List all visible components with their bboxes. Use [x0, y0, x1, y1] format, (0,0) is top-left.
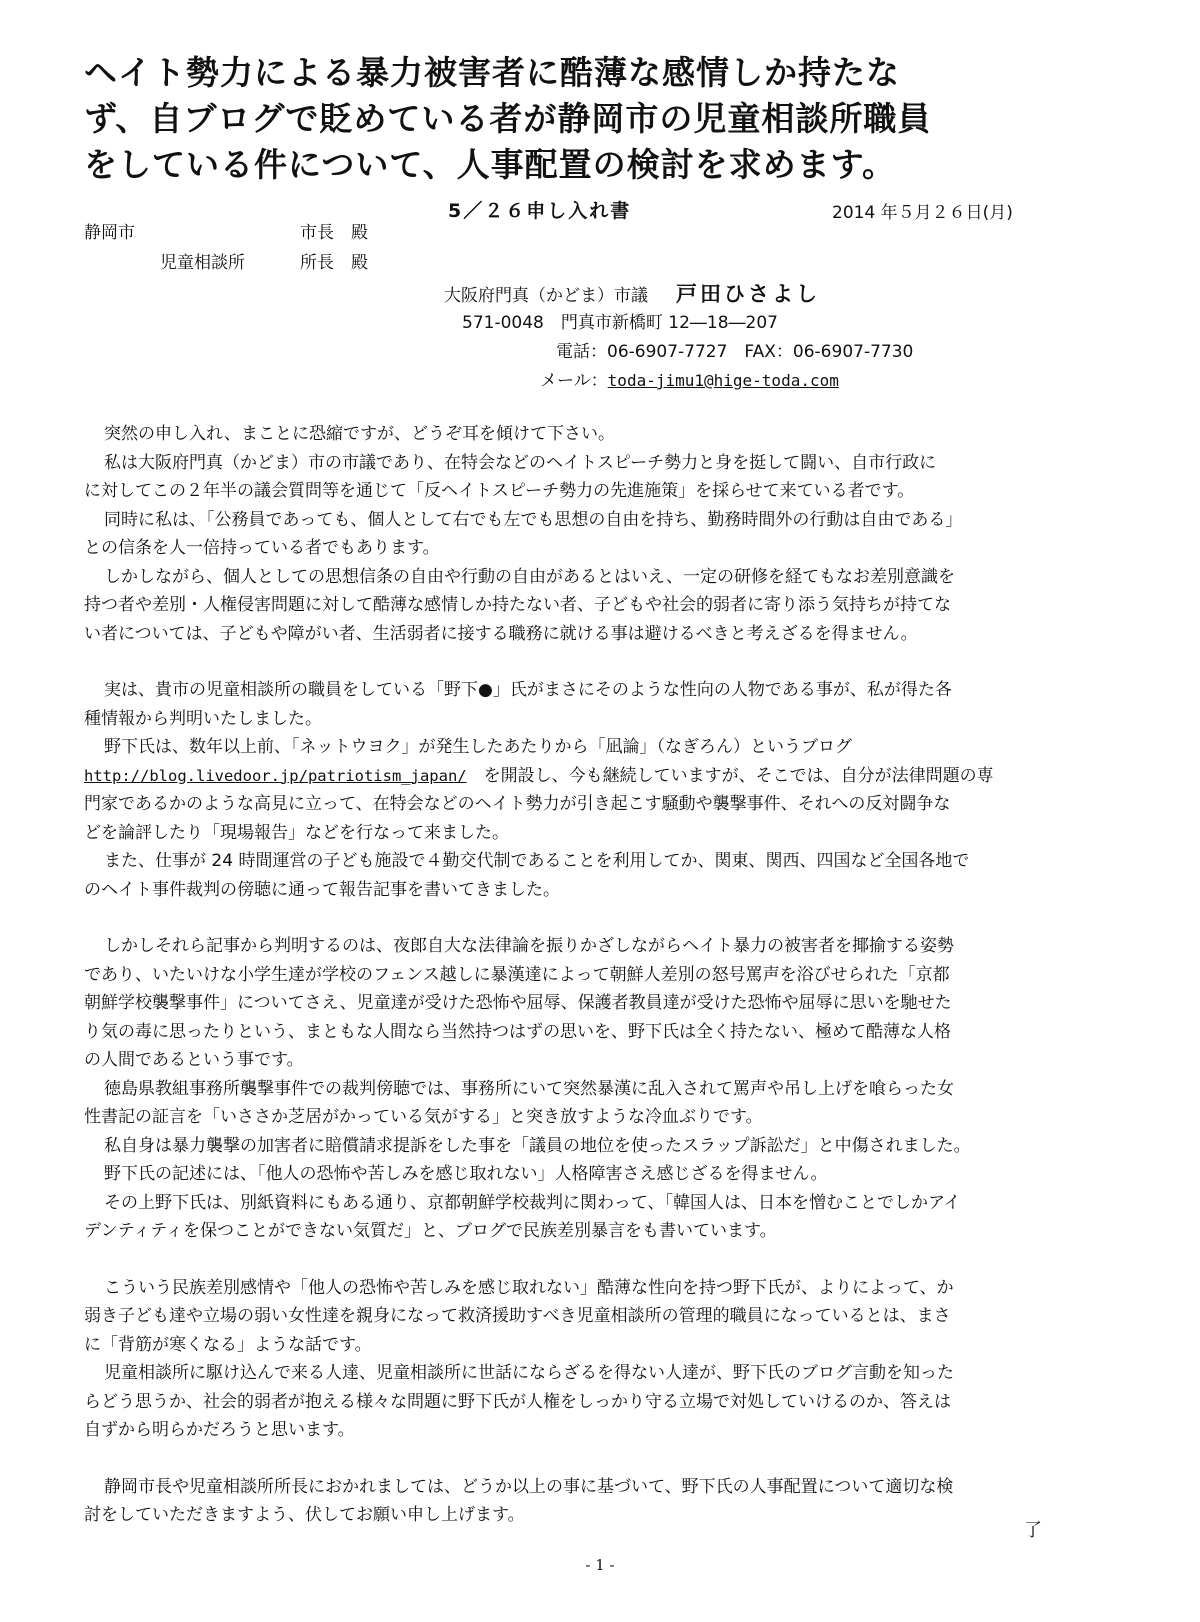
body-text: い者については、子どもや障がい者、生活弱者に接する職務に就ける事は避けるべきと考えざるを得ません。	[84, 623, 918, 644]
body-text-line	[84, 620, 1120, 649]
letter-body	[84, 420, 1120, 1530]
body-text-line	[84, 1018, 1120, 1047]
document-date: 2014 年５月２６日(月)	[832, 203, 1013, 223]
sender-name: 戸田ひさよし	[676, 282, 820, 306]
body-text: しかしそれら記事から判明するのは、夜郎自大な法律論を振りかざしながらヘイト暴力の被害者を揶揄する姿勢	[104, 936, 954, 956]
addressee-org-center: 児童相談所	[160, 253, 245, 273]
body-text-line	[84, 420, 1120, 449]
body-text-line	[84, 1331, 1120, 1360]
body-text-line	[84, 449, 1120, 478]
body-text: 自ずから明らかだろうと思います。	[84, 1420, 355, 1440]
body-text: 実は、貴市の児童相談所の職員をしている「野下●」氏がまさにそのような性向の人物である事が、私が得た各	[104, 680, 952, 700]
body-text-line	[84, 1189, 1120, 1218]
body-text-line	[84, 1416, 1120, 1445]
body-text: り気の毒に思ったりという、まともな人間なら当然持つはずの思いを、野下氏は全く持たない、極めて酷薄な人格	[84, 1021, 951, 1042]
addressee-org-city: 静岡市	[84, 223, 135, 243]
body-text-line	[84, 989, 1120, 1018]
body-text: デンティティを保つことができない気質だ」と、ブログで民族差別暴言をも書いています。	[84, 1221, 777, 1241]
body-text: 静岡市長や児童相談所所長におかれましては、どうか以上の事に基づいて、野下氏の人事配置について適切な検	[104, 1476, 954, 1497]
body-text: 種情報から判明いたしました。	[84, 708, 322, 729]
paragraph-gap	[84, 1246, 1120, 1274]
body-text: どを論評したり「現場報告」などを行なって来ました。	[84, 822, 509, 843]
body-text: との信条を人一倍持っている者でもあります。	[84, 538, 440, 558]
body-text-line	[84, 1274, 1120, 1303]
body-text-line	[84, 790, 1120, 819]
heading-line: ヘイト勢力による暴力被害者に酷薄な感情しか持たな	[84, 53, 900, 92]
body-text: の人間であるという事です。	[84, 1050, 304, 1070]
body-text-line	[84, 705, 1120, 734]
body-text: 同時に私は、「公務員であっても、個人として右でも左でも思想の自由を持ち、勤務時間外の行動は自由である」	[104, 509, 963, 530]
body-text-line	[84, 1046, 1120, 1075]
paragraph-gap	[84, 1445, 1120, 1473]
body-text: 討をしていただきますよう、伏してお願い申し上げます。	[84, 1505, 525, 1525]
body-text: であり、いたいけな小学生達が学校のフェンス越しに暴漢達によって朝鮮人差別の怒号罵声を浴びせられた「京都	[84, 964, 950, 985]
body-text: また、仕事が 24 時間運営の子ども施設で４勤交代制であることを利用してか、関東、関西、四国など全国各地で	[104, 851, 970, 871]
body-text-line	[84, 1075, 1120, 1104]
body-text-line	[84, 676, 1120, 705]
sender-phone-fax: 電話：06-6907-7727 FAX：06-6907-7730	[556, 342, 914, 362]
body-text-line	[84, 1501, 1120, 1530]
body-text: 門家であるかのような高見に立って、在特会などのヘイト勢力が引き起こす騒動や襲撃事件、それへの反対闘争な	[84, 794, 951, 814]
body-text: 私自身は暴力襲撃の加害者に賠償請求提訴をした事を「議員の地位を使ったスラップ訴訟だ」と中傷されました。	[104, 1135, 971, 1156]
body-text: 持つ者や差別・人権侵害問題に対して酷薄な感情しか持たない者、子どもや社会的弱者に寄り添う気持ちが持てな	[84, 595, 951, 615]
body-text: 朝鮮学校襲撃事件」についてさえ、児童達が受けた恐怖や屈辱、保護者教員達が受けた恐怖や屈辱に思いを馳せた	[84, 993, 952, 1013]
body-text-line	[84, 961, 1120, 990]
body-text-line	[84, 1473, 1120, 1502]
body-text-line	[84, 847, 1120, 876]
body-text-line	[84, 477, 1120, 506]
body-text: 徳島県教組事務所襲撃事件での裁判傍聴では、事務所にいて突然暴漢に乱入されて罵声や吊し上げを喰らった女	[104, 1078, 954, 1099]
body-text-line	[84, 563, 1120, 592]
addressee-role-mayor: 市長 殿	[300, 223, 368, 243]
body-text-line	[84, 1217, 1120, 1246]
page-number: - 1 -	[585, 1556, 615, 1574]
body-text-line	[84, 1160, 1120, 1189]
body-text: のヘイト事件裁判の傍聴に通って報告記事を書いてきました。	[84, 879, 560, 900]
body-text: 性書記の証言を「いささか芝居がかっている気がする」と突き放すような冷血ぶりです。	[84, 1107, 763, 1127]
sender-address: 571-0048 門真市新橋町 12―18―207	[462, 313, 778, 333]
body-text-line	[84, 534, 1120, 563]
end-mark: 了	[1024, 1520, 1042, 1541]
body-text: 弱き子ども達や立場の弱い女性達を親身になって救済援助すべき児童相談所の管理的職員になっているとは、まさ	[84, 1306, 951, 1326]
body-text: 野下氏は、数年以上前、「ネットウヨク」が発生したあたりから「凪論」（なぎろん）というブログ	[104, 737, 852, 757]
heading-line: ず、自ブログで貶めている者が静岡市の児童相談所職員	[84, 99, 932, 138]
paragraph-gap	[84, 648, 1120, 676]
body-text: らどう思うか、社会的弱者が抱える様々な問題に野下氏が人権をしっかり守る立場で対処していけるのか、答えは	[84, 1391, 951, 1412]
sender-line	[444, 278, 820, 308]
body-text-line	[84, 1359, 1120, 1388]
heading-line: をしている件について、人事配置の検討を求めます。	[84, 145, 897, 184]
body-text: 児童相談所に駆け込んで来る人達、児童相談所に世話にならざるを得ない人達が、野下氏のブログ言動を知った	[104, 1363, 954, 1383]
email-link[interactable]: toda-jimu1@hige-toda.com	[607, 371, 839, 390]
paragraph-gap	[84, 904, 1120, 932]
body-text-line	[84, 733, 1120, 762]
body-text: 野下氏の記述には、「他人の恐怖や苦しみを感じ取れない」人格障害さえ感じざるを得ません。	[104, 1164, 828, 1184]
body-text-line	[84, 1302, 1120, 1331]
body-text-line	[84, 932, 1120, 961]
body-text-line	[84, 762, 1120, 791]
body-text: を開設し、今も継続していますが、そこでは、自分が法律問題の専	[466, 765, 994, 786]
body-text: 私は大阪府門真（かどま）市の市議であり、在特会などのヘイトスピーチ勢力と身を挺して闘い、自市行政に	[104, 452, 937, 473]
blog-url-link[interactable]: http://blog.livedoor.jp/patriotism_japan/	[84, 766, 467, 785]
document-heading	[84, 50, 1134, 188]
body-text: こういう民族差別感情や「他人の恐怖や苦しみを感じ取れない」酷薄な性向を持つ野下氏が、よりによって、か	[104, 1277, 954, 1298]
body-text-line	[84, 591, 1120, 620]
body-text-line	[84, 819, 1120, 848]
email-label: メール：	[540, 371, 608, 391]
addressee-role-director: 所長 殿	[300, 253, 368, 273]
body-text-line	[84, 1132, 1120, 1161]
body-text-line	[84, 1388, 1120, 1417]
body-text-line	[84, 1103, 1120, 1132]
body-text-line	[84, 506, 1120, 535]
sender-title: 大阪府門真（かどま）市議	[444, 286, 648, 306]
sender-email-line	[540, 366, 839, 391]
body-text: しかしながら、個人としての思想信条の自由や行動の自由があるとはいえ、一定の研修を経てもなお差別意識を	[104, 566, 956, 587]
body-text: に対してこの２年半の議会質問等を通じて「反ヘイトスピーチ勢力の先進施策」を採らせて来ている者です。	[84, 481, 915, 501]
document-type-title: 5／２６申し入れ書	[448, 200, 632, 222]
body-text-line	[84, 876, 1120, 905]
body-text: 突然の申し入れ、まことに恐縮ですが、どうぞ耳を傾けて下さい。	[104, 424, 616, 444]
body-text: に「背筋が寒くなる」ような話です。	[84, 1334, 372, 1355]
body-text: その上野下氏は、別紙資料にもある通り、京都朝鮮学校裁判に関わって、「韓国人は、日本を憎むことでしかアイ	[104, 1192, 961, 1213]
